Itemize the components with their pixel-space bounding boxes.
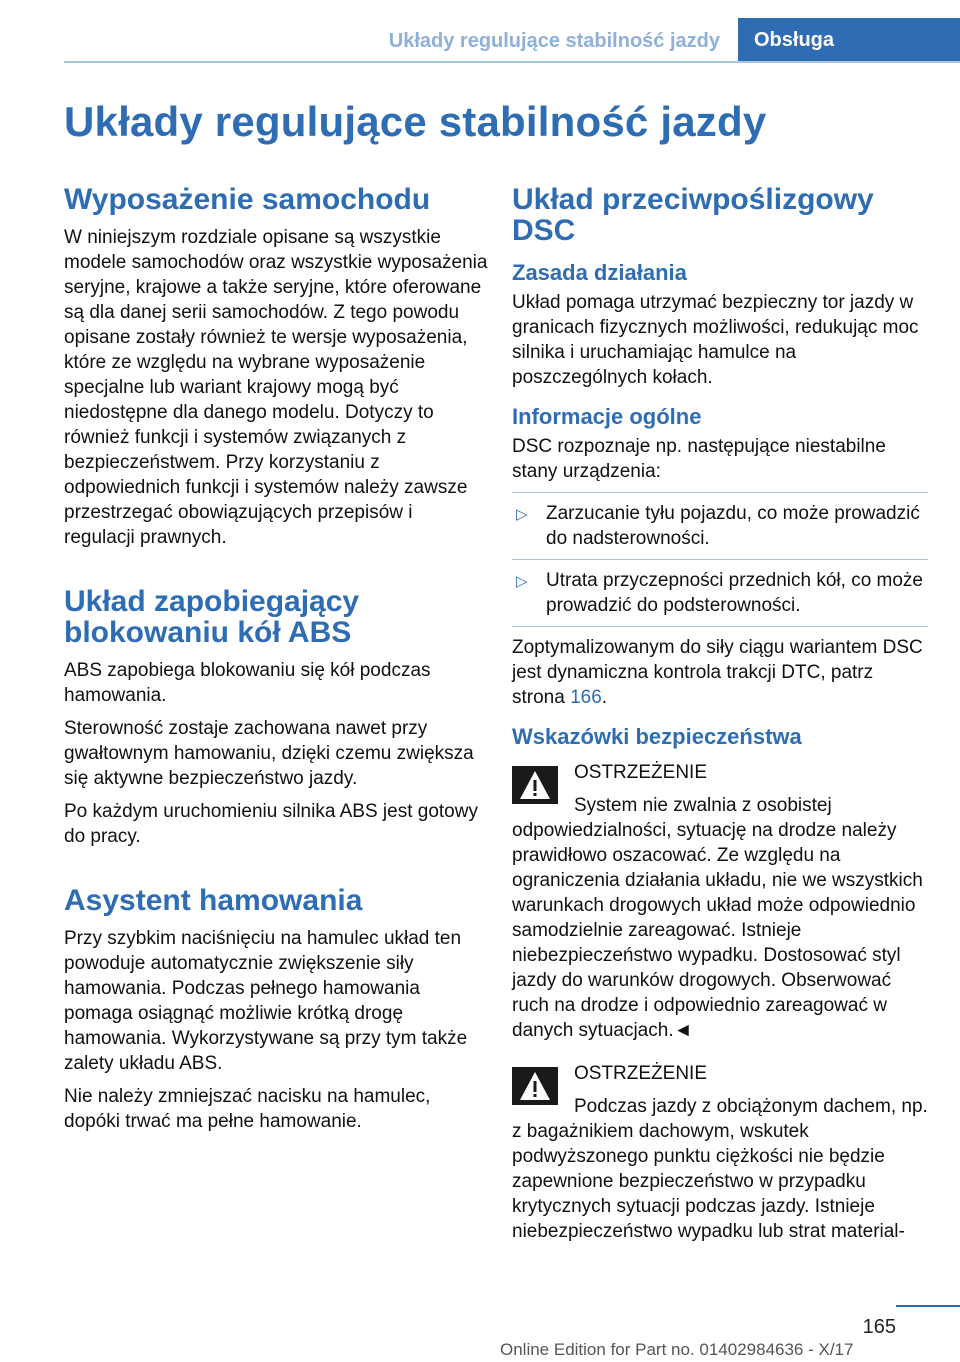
dtc-period: . [601, 687, 608, 708]
heading-equipment: Wyposażenie samochodu [64, 183, 431, 216]
footer-rule [896, 1305, 960, 1307]
paragraph-abs-3: Po każdym uruchomieniu silnika ABS jest gotowy do pracy. [64, 801, 478, 847]
footer-edition: Online Edition for Part no. 01402984636 - X/17 [500, 1340, 854, 1359]
triangle-bullet-icon: ▷ [516, 506, 528, 523]
list-item [512, 560, 928, 627]
paragraph-general: DSC rozpoznaje np. następujące niestabilne stany urządzenia: [512, 436, 886, 482]
page-title: Układy regulujące stabilność jazdy [64, 98, 767, 145]
paragraph-equipment: W niniejszym rozdziale opisane są wszystkie modele samochodów oraz wszystkie wyposażenia seryjne, krajowe a także seryjne, które oferowane są dla danej serii samochodów. Z tego powodu opisane zostały również te wersje wyposażenia, które ze względu na wybrane wyposażenie specjalne lub wariant krajowy mogą być niedostępne dla danego modelu. Dotyczy to również funkcji i systemów związanych z bezpieczeństwem. Przy korzystaniu z odpowiednich funkcji i systemów należy zawsze przestrzegać obowiązujących przepisów i regulacji prawnych. [64, 227, 488, 548]
list-item-text: Utrata przyczepności przednich kół, co może prowadzić do podsterowności. [546, 570, 923, 616]
paragraph-abs-2: Sterowność zostaje zachowana nawet przy gwałtownym hamowaniu, dzięki czemu zwiększa się aktywne bezpieczeństwo jazdy. [64, 718, 474, 789]
paragraph-brake-assist-1: Przy szybkim naciśnięciu na hamulec układ ten powoduje automatycznie zwiększenie siły hamowania. Podczas pełnego hamowania pomaga osiągnąć możliwie krótką drogę hamowania. Wykorzystywane są przy tym także zalety układu ABS. [64, 928, 468, 1074]
heading-safety: Wskazówki bezpieczeństwa [512, 724, 802, 749]
warning-text: Podczas jazdy z obciążonym dachem, np. z bagażnikiem dachowym, wskutek podwyższonego punktu ciężkości nie będzie zapewnione bezpieczeństwo w przypadku krytycznych sytuacji podczas jazdy. Istnieje niebezpieczeństwo wypadku lub strat material- [512, 1096, 928, 1242]
warning-triangle-icon [512, 766, 558, 804]
triangle-bullet-icon: ▷ [516, 573, 528, 590]
warning-title: OSTRZEŻENIE [574, 762, 708, 783]
warning-title: OSTRZEŻENIE [574, 1063, 708, 1084]
heading-abs: Układ zapobiegający blokowaniu kół ABS [64, 585, 360, 649]
right-column [512, 184, 928, 1262]
page-number: 165 [862, 1316, 896, 1338]
header-rule [64, 61, 960, 63]
warning-triangle-icon [512, 1067, 558, 1105]
bullet-list [512, 492, 928, 627]
list-item [512, 493, 928, 560]
heading-dsc: Układ przeciwpoślizgowy DSC [512, 183, 874, 247]
heading-brake-assist: Asystent hamowania [64, 884, 363, 917]
paragraph-abs-1: ABS zapobiega blokowaniu się kół podczas hamowania. [64, 660, 431, 706]
header-section-title: Układy regulujące stabilność jazdy [388, 30, 720, 52]
header-tab: Obsługa [738, 18, 960, 63]
warning-box [512, 760, 928, 1043]
paragraph-principle: Układ pomaga utrzymać bezpieczny tor jazdy w granicach fizycznych możliwości, redukując moc silnika i uruchamiając hamulce na poszczególnych kołach. [512, 292, 919, 388]
dtc-text: Zoptymalizowanym do siły ciągu wariantem DSC jest dynamiczna kontrola trakcji DTC, patrz strona [512, 637, 923, 708]
list-item-text: Zarzucanie tyłu pojazdu, co może prowadzić do nadsterowności. [546, 503, 920, 549]
warning-box [512, 1061, 928, 1244]
heading-general: Informacje ogólne [512, 404, 702, 429]
left-column [64, 184, 488, 1142]
paragraph-dtc [512, 635, 928, 710]
paragraph-brake-assist-2: Nie należy zmniejszać nacisku na hamulec, dopóki trwać ma pełne hamowanie. [64, 1086, 431, 1132]
warning-text: System nie zwalnia z osobistej odpowiedzialności, sytuację na drodze należy prawidłowo oszacować. Ze względu na ograniczenia działania układu, nie we wszystkich warunkach drogowych układ może odpowiednio samodzielnie zareagować. Istnieje niebezpieczeństwo wypadku. Dostosować styl jazdy do warunków drogowych. Obserwować ruch na drodze i odpowiednio zareagować w danych sytuacjach.◄ [512, 795, 923, 1041]
page-link-166[interactable]: 166 [570, 687, 602, 708]
heading-principle: Zasada działania [512, 260, 687, 285]
